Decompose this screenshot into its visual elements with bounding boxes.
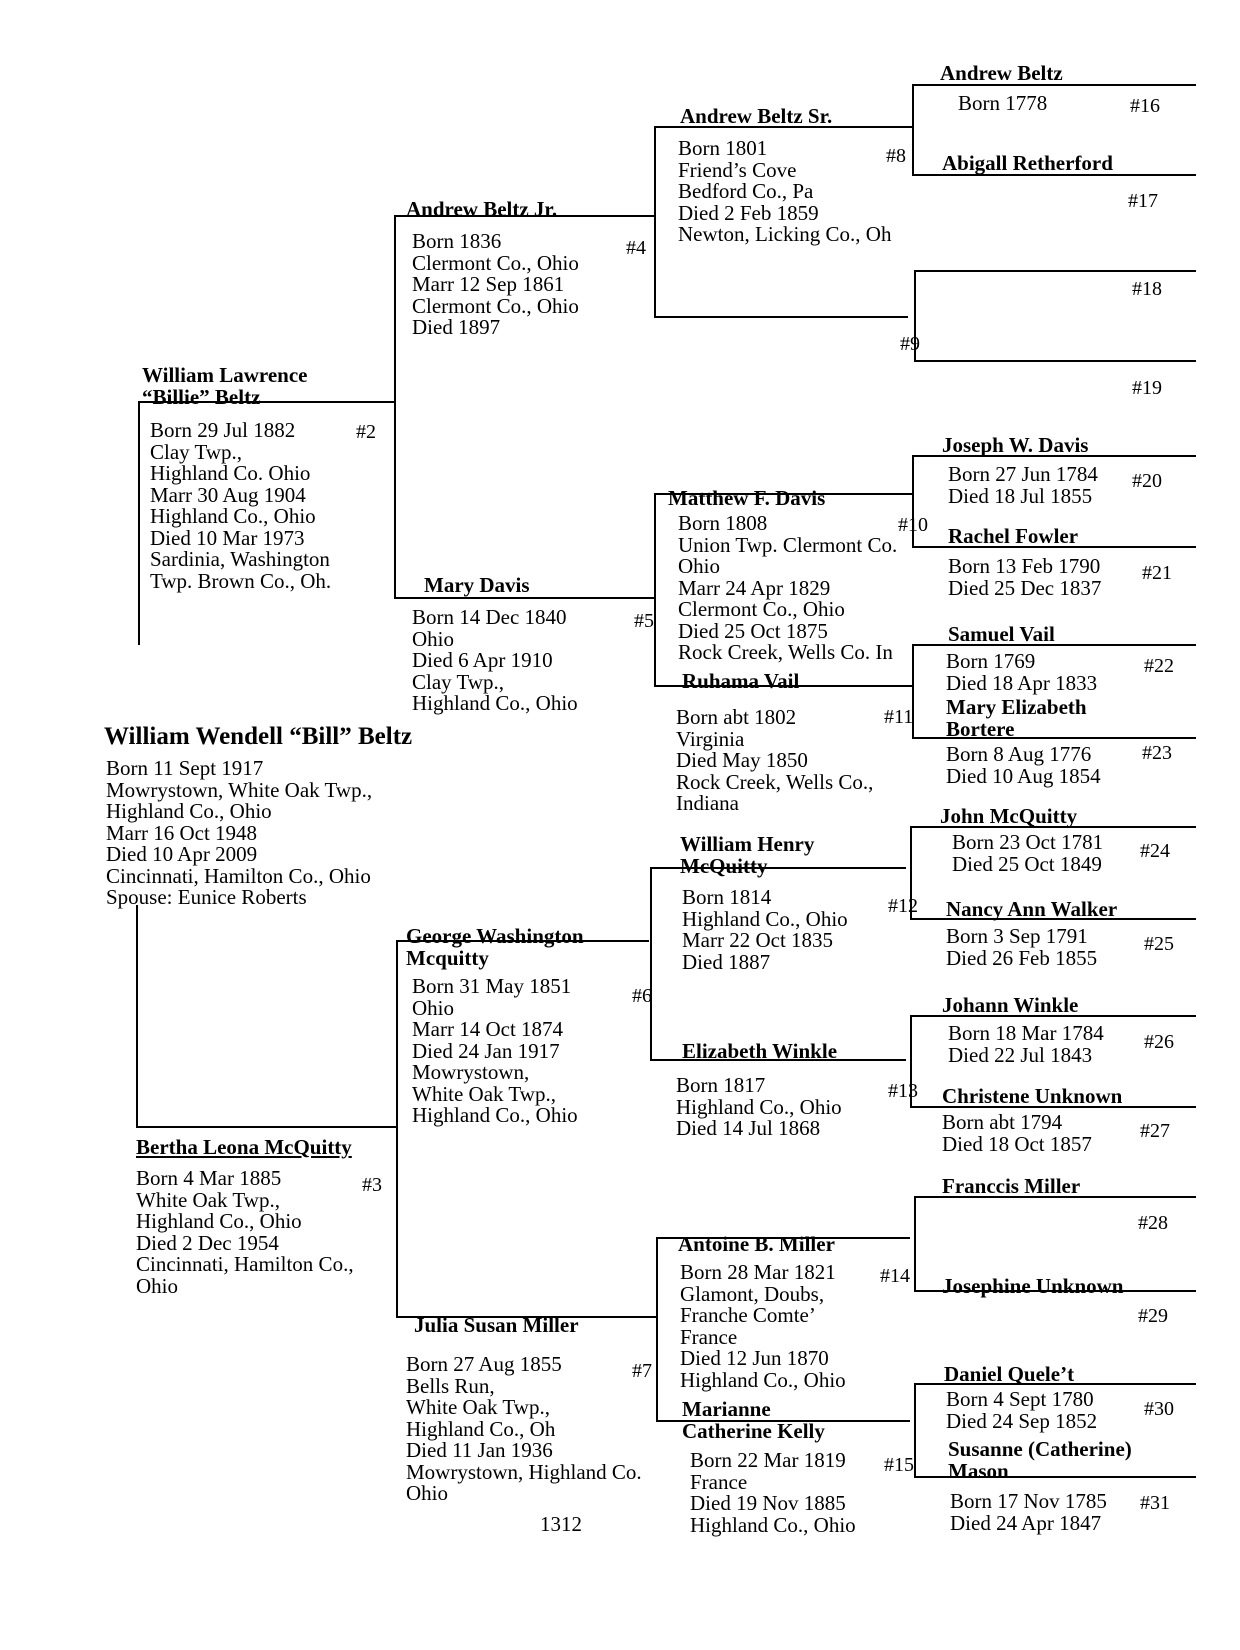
- person-25-name: Nancy Ann Walker: [946, 897, 1118, 921]
- person-28-name: Franccis Miller: [942, 1174, 1081, 1198]
- person-25-number: #25: [1144, 933, 1174, 955]
- person-7-name: Julia Susan Miller: [414, 1313, 579, 1337]
- person-1-details: Born 11 Sept 1917 Mowrystown, White Oak Twp., Highland Co., Ohio Marr 16 Oct 1948 Died 10 Apr 2009 Cincinnati, Hamilton Co., Ohio Spouse: Eunice Roberts: [106, 756, 373, 909]
- person-28-number: #28: [1138, 1212, 1168, 1234]
- person-22-number: #22: [1144, 655, 1174, 677]
- person-15-name: Marianne Catherine Kelly: [682, 1397, 825, 1443]
- person-8-name: Andrew Beltz Sr.: [680, 104, 833, 128]
- person-7-number: #7: [632, 1360, 652, 1382]
- person-2-name: William Lawrence “Billie” Beltz: [142, 363, 308, 409]
- person-24-details: Born 23 Oct 1781 Died 25 Oct 1849: [952, 830, 1104, 876]
- person-5-details: Born 14 Dec 1840 Ohio Died 6 Apr 1910 Clay Twp., Highland Co., Ohio: [412, 605, 578, 715]
- person-5-name: Mary Davis: [424, 573, 530, 597]
- person-11-number: #11: [884, 706, 914, 728]
- person-27-number: #27: [1140, 1120, 1170, 1142]
- person-10-details: Born 1808 Union Twp. Clermont Co. Ohio Marr 24 Apr 1829 Clermont Co., Ohio Died 25 Oct 1875 Rock Creek, Wells Co. In: [678, 511, 898, 664]
- person-4-number: #4: [626, 237, 646, 259]
- person-20-name: Joseph W. Davis: [942, 433, 1089, 457]
- person-26-number: #26: [1144, 1031, 1174, 1053]
- page-number: 1312: [540, 1512, 582, 1536]
- person-6-number: #6: [632, 985, 652, 1007]
- person-1-name: William Wendell “Bill” Beltz: [104, 723, 413, 750]
- person-3-number: #3: [362, 1174, 382, 1196]
- person-30-name: Daniel Quele’t: [944, 1362, 1075, 1386]
- person-15-details: Born 22 Mar 1819 France Died 19 Nov 1885 Highland Co., Ohio: [690, 1448, 856, 1537]
- person-30-details: Born 4 Sept 1780 Died 24 Sep 1852: [946, 1387, 1098, 1433]
- person-29-number: #29: [1138, 1305, 1168, 1327]
- person-12-name: William Henry McQuitty: [680, 832, 815, 878]
- person-24-number: #24: [1140, 840, 1170, 862]
- person-3-name: Bertha Leona McQuitty: [136, 1135, 352, 1159]
- person-21-details: Born 13 Feb 1790 Died 25 Dec 1837: [948, 554, 1102, 600]
- person-12-details: Born 1814 Highland Co., Ohio Marr 22 Oct 1835 Died 1887: [682, 885, 848, 974]
- person-31-name: Susanne (Catherine) Mason: [948, 1437, 1132, 1483]
- person-3-details: Born 4 Mar 1885 White Oak Twp., Highland Co., Ohio Died 2 Dec 1954 Cincinnati, Hamilton Co., Ohio: [136, 1166, 354, 1298]
- person-5-number: #5: [634, 610, 654, 632]
- person-16-name: Andrew Beltz: [940, 61, 1063, 85]
- person-12-number: #12: [888, 895, 918, 917]
- person-22-details: Born 1769 Died 18 Apr 1833: [946, 649, 1098, 695]
- person-30-number: #30: [1144, 1398, 1174, 1420]
- person-17-name: Abigall Retherford: [942, 151, 1113, 175]
- person-26-details: Born 18 Mar 1784 Died 22 Jul 1843: [948, 1021, 1104, 1067]
- person-10-number: #10: [898, 514, 928, 536]
- person-29-name: Josephine Unknown: [942, 1274, 1124, 1298]
- person-16-details: Born 1778: [958, 91, 1048, 115]
- person-6-name: George Washington Mcquitty: [406, 924, 584, 970]
- person-23-number: #23: [1142, 742, 1172, 764]
- person-8-number: #8: [886, 145, 906, 167]
- person-31-number: #31: [1140, 1492, 1170, 1514]
- person-2-number: #2: [356, 421, 376, 443]
- person-14-number: #14: [880, 1265, 910, 1287]
- person-23-name: Mary Elizabeth Bortere: [946, 695, 1087, 741]
- person-13-name: Elizabeth Winkle: [682, 1039, 838, 1063]
- person-10-name: Matthew F. Davis: [668, 486, 826, 510]
- person-11-details: Born abt 1802 Virginia Died May 1850 Rock Creek, Wells Co., Indiana: [676, 705, 874, 815]
- person-20-number: #20: [1132, 470, 1162, 492]
- person-18-number: #18: [1132, 278, 1162, 300]
- person-7-details: Born 27 Aug 1855 Bells Run, White Oak Twp., Highland Co., Oh Died 11 Jan 1936 Mowrystown, Highland Co. Ohio: [406, 1352, 642, 1505]
- person-8-details: Born 1801 Friend’s Cove Bedford Co., Pa Died 2 Feb 1859 Newton, Licking Co., Oh: [678, 136, 892, 246]
- person-20-details: Born 27 Jun 1784 Died 18 Jul 1855: [948, 462, 1098, 508]
- person-13-details: Born 1817 Highland Co., Ohio Died 14 Jul 1868: [676, 1073, 842, 1140]
- person-23-details: Born 8 Aug 1776 Died 10 Aug 1854: [946, 742, 1101, 788]
- person-21-number: #21: [1142, 562, 1172, 584]
- person-16-number: #16: [1130, 95, 1160, 117]
- person-9-number: #9: [900, 333, 920, 355]
- person-13-number: #13: [888, 1080, 918, 1102]
- person-27-name: Christene Unknown: [942, 1084, 1123, 1108]
- person-11-name: Ruhama Vail: [682, 669, 800, 693]
- person-4-name: Andrew Beltz Jr.: [406, 197, 558, 221]
- person-24-name: John McQuitty: [940, 804, 1078, 828]
- person-26-name: Johann Winkle: [942, 993, 1079, 1017]
- person-2-details: Born 29 Jul 1882 Clay Twp., Highland Co. Ohio Marr 30 Aug 1904 Highland Co., Ohio Died 10 Mar 1973 Sardinia, Washington Twp. Brown Co., Oh.: [150, 418, 332, 593]
- person-27-details: Born abt 1794 Died 18 Oct 1857: [942, 1110, 1092, 1156]
- person-14-details: Born 28 Mar 1821 Glamont, Doubs, Franche Comte’ France Died 12 Jun 1870 Highland Co., Ohio: [680, 1260, 846, 1392]
- person-6-details: Born 31 May 1851 Ohio Marr 14 Oct 1874 Died 24 Jan 1917 Mowrystown, White Oak Twp., Highland Co., Ohio: [412, 974, 578, 1127]
- person-25-details: Born 3 Sep 1791 Died 26 Feb 1855: [946, 924, 1098, 970]
- person-31-details: Born 17 Nov 1785 Died 24 Apr 1847: [950, 1489, 1107, 1535]
- person-21-name: Rachel Fowler: [948, 524, 1079, 548]
- person-14-name: Antoine B. Miller: [678, 1232, 835, 1256]
- person-4-details: Born 1836 Clermont Co., Ohio Marr 12 Sep 1861 Clermont Co., Ohio Died 1897: [412, 229, 579, 339]
- person-19-number: #19: [1132, 377, 1162, 399]
- person-22-name: Samuel Vail: [948, 622, 1055, 646]
- person-17-number: #17: [1128, 190, 1158, 212]
- person-15-number: #15: [884, 1454, 914, 1476]
